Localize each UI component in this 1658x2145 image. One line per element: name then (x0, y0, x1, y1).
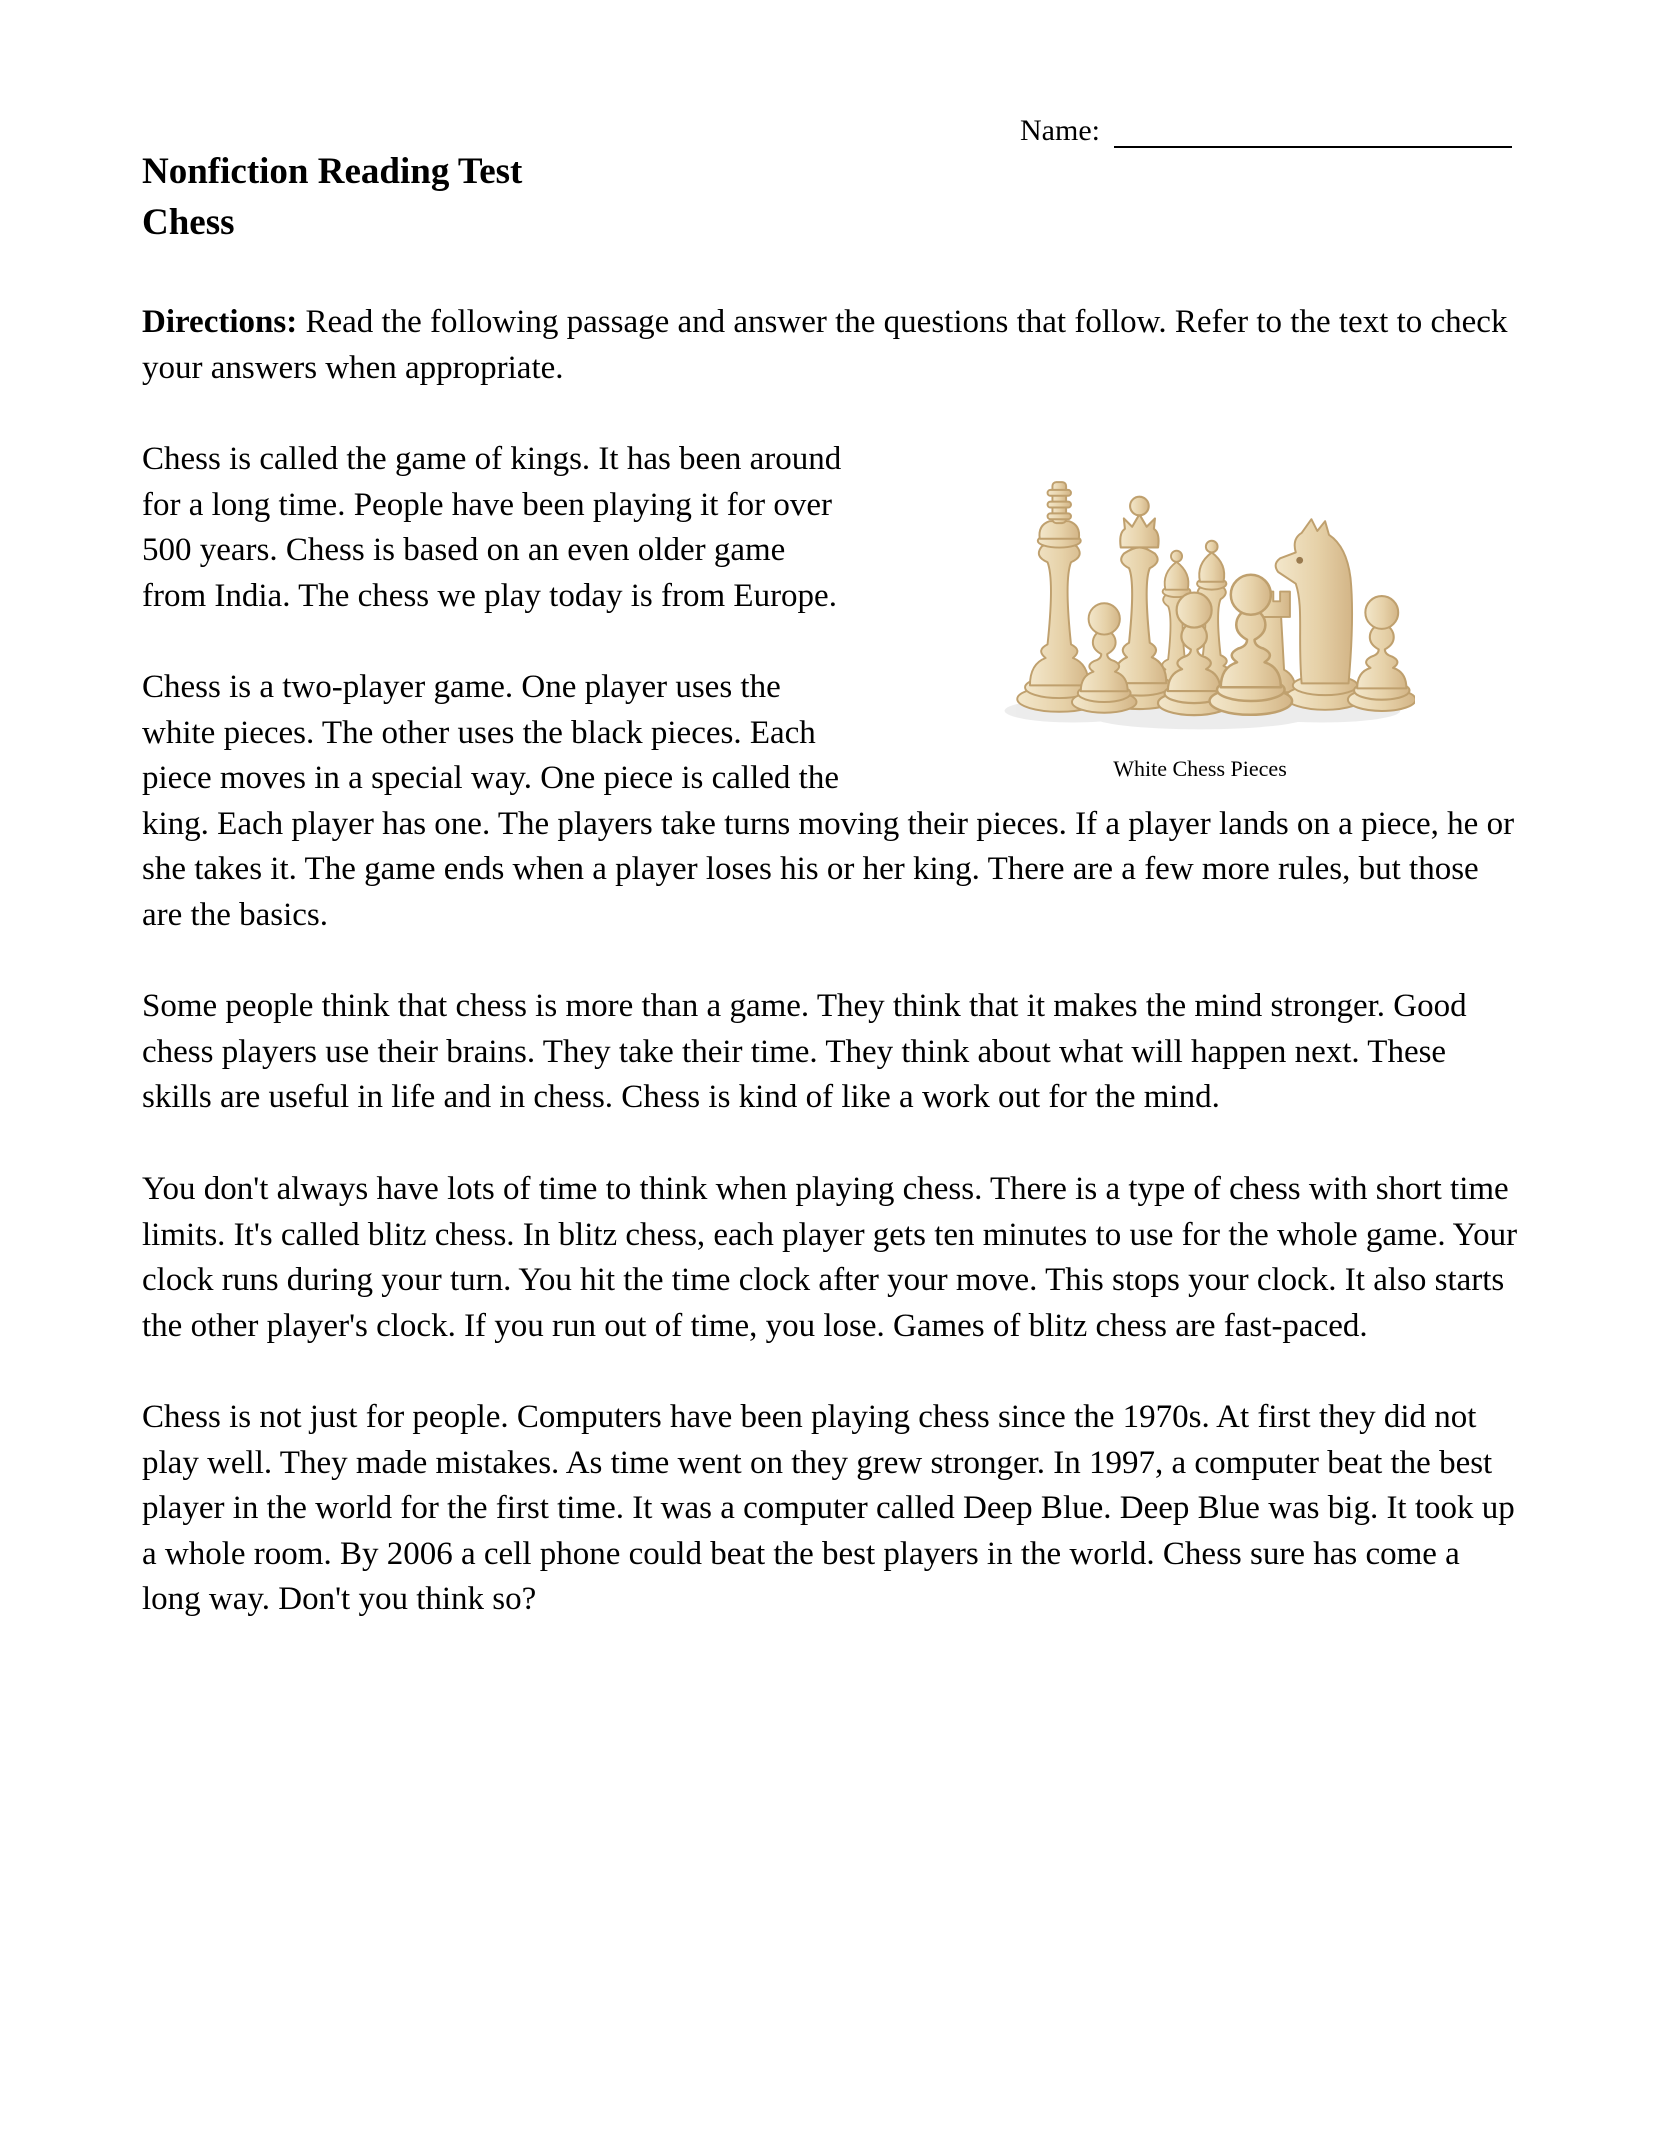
page-subtitle: Chess (142, 202, 235, 244)
wrap-section (142, 437, 1520, 984)
name-row (1020, 112, 1512, 148)
figure-caption: White Chess Pieces (1113, 756, 1287, 782)
directions-label: Directions: (142, 304, 298, 340)
passage-paragraph-2: Chess is a two-player game. One player uses the white pieces. The other uses the black pieces. Each piece moves in a special way. One piece is called the king. Each player has one. The players take turns moving their pieces. If a player lands on a piece, he or she takes it. The game ends when a player loses his or her king. There are a few more rules, but those are the basics. (142, 669, 1515, 933)
passage-paragraph-5: Chess is not just for people. Computers have been playing chess since the 1970s. At first they did not play well. They made mistakes. As time went on they grew stronger. In 1997, a computer beat the best player in the world for the first time. It was a computer called Deep Blue. Deep Blue was big. It took up a whole room. By 2006 a cell phone could beat the best players in the world. Chess sure has come a long way. Don't you think so? (142, 1399, 1515, 1618)
passage-content (142, 300, 1520, 1669)
directions-paragraph (142, 300, 1520, 391)
chess-pieces-group (1017, 482, 1415, 715)
chess-pieces-figure (880, 443, 1520, 784)
passage-paragraph-3: Some people think that chess is more than a game. They think that it makes the mind stronger. Good chess players use their brains. They take their time. They think about what will happen next. These skills are useful in life and in chess. Chess is kind of like a work out for the mind. (142, 988, 1467, 1116)
name-blank-line (1114, 112, 1512, 148)
directions-text: Read the following passage and answer the questions that follow. Refer to the text to check your answers when appropriate. (142, 304, 1508, 386)
passage-paragraph-4: You don't always have lots of time to think when playing chess. There is a type of chess with short time limits. It's called blitz chess. In blitz chess, each player gets ten minutes to use for the whole game. Your clock runs during your turn. You hit the time clock after your move. This stops your clock. It also starts the other player's clock. If you run out of time, you lose. Games of blitz chess are fast-paced. (142, 1170, 1518, 1344)
name-label: Name: (1020, 114, 1100, 147)
passage-paragraph-1: Chess is called the game of kings. It has been around for a long time. People have been playing it for over 500 years. Chess is based on an even older game from India. The chess we play today is from Europe. (142, 441, 842, 614)
title-block (142, 146, 522, 248)
page-title: Nonfiction Reading Test (142, 151, 523, 192)
white-chess-pieces-image (985, 443, 1415, 746)
